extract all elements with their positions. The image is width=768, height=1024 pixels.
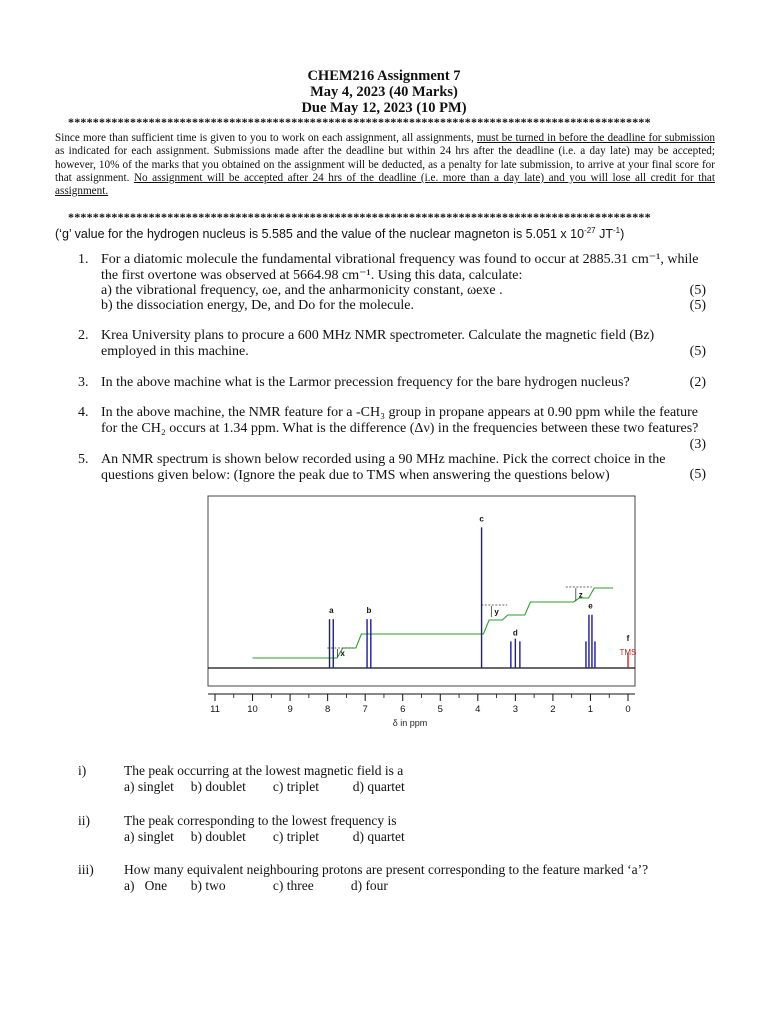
subq-i-number: i) <box>78 763 87 778</box>
nmr-spectrum-chart <box>180 490 650 740</box>
question-2-marks: (5) <box>689 344 706 359</box>
x-tick-label: 2 <box>550 704 556 715</box>
x-tick-label: 7 <box>362 704 368 715</box>
peak-label: b <box>366 606 372 616</box>
question-1a: a) the vibrational frequency, ωe, and the anharmonicity constant, ωexe . <box>101 283 503 298</box>
x-tick-label: 3 <box>512 704 519 715</box>
question-1-number: 1. <box>78 252 89 267</box>
question-1-text: For a diatomic molecule the fundamental vibrational frequency was found to occur at 2885.31 cm⁻¹, while the first overtone was observed at 5664.98 cm⁻¹. Using this data, calculate: <box>101 252 699 283</box>
peak-label: c <box>479 514 484 524</box>
x-tick-label: 8 <box>324 704 331 715</box>
question-3-number: 3. <box>78 375 89 390</box>
subq-i: The peak occurring at the lowest magnetic field is a a) singlet b) doublet c) triplet d) quartet <box>124 763 405 794</box>
peak-label: a <box>329 606 334 616</box>
question-2-number: 2. <box>78 328 89 343</box>
x-tick-label: 6 <box>400 704 406 715</box>
subq-ii-number: ii) <box>78 813 90 828</box>
x-tick-label: 9 <box>287 704 293 715</box>
constants-note: (‘g’ value for the hydrogen nucleus is 5.585 and the value of the nuclear magneton is 5.051 x $10^{-27}$ $JT^{-1}$) <box>55 226 625 242</box>
separator-stars-top: ********************************************************************************************** <box>68 115 651 129</box>
question-4-number: 4. <box>78 405 89 420</box>
peak-label: d <box>512 628 518 638</box>
question-5-number: 5. <box>78 452 89 467</box>
subq-ii: The peak corresponding to the lowest frequency is a) singlet b) doublet c) triplet d) quartet <box>124 813 405 844</box>
question-4-marks: (3) <box>689 437 706 452</box>
peak-label: e <box>588 601 593 611</box>
question-5-marks: (5) <box>689 467 706 482</box>
integration-label: z <box>578 590 583 600</box>
question-2-text: Krea University plans to procure a 600 MHz NMR spectrometer. Calculate the magnetic field (Bz) employed in this machine. <box>101 328 655 359</box>
question-4-text: In the above machine, the NMR feature for a -CH₃ group in propane appears at 0.90 ppm while the feature for the CH₂ occurs at 1.34 ppm. What is the difference (Δν) in the frequencies between these two features? <box>101 405 699 436</box>
assignment-due: Due May 12, 2023 (10 PM) <box>301 100 467 116</box>
question-3-text: In the above machine what is the Larmor precession frequency for the bare hydrogen nucleus? <box>101 375 630 390</box>
integration-label: x <box>340 649 345 658</box>
question-1a-marks: (5) <box>689 283 706 298</box>
tms-label: TMS <box>619 648 637 658</box>
separator-stars-bottom: ********************************************************************************************** <box>68 210 651 224</box>
subq-iii: How many equivalent neighbouring protons are present corresponding to the feature marked ‘a’? a) One b) two c) three d) four <box>124 862 649 893</box>
x-tick-label: 0 <box>625 704 631 715</box>
subq-iii-number: iii) <box>78 862 94 877</box>
x-tick-label: 10 <box>247 704 258 715</box>
question-1b: b) the dissociation energy, De, and Do for the molecule. <box>101 298 414 313</box>
question-1b-marks: (5) <box>689 298 706 313</box>
peak-label: f <box>626 634 630 644</box>
assignment-date: May 4, 2023 (40 Marks) <box>310 84 458 100</box>
x-tick-label: 11 <box>210 704 220 715</box>
integration-label: y <box>494 607 499 617</box>
x-tick-label: 1 <box>587 704 594 715</box>
x-tick-label: 5 <box>437 704 443 715</box>
question-3-marks: (2) <box>689 375 706 390</box>
assignment-title: CHEM216 Assignment 7 <box>307 68 461 84</box>
x-tick-label: 4 <box>475 704 481 715</box>
x-axis-label: δ in ppm <box>392 718 428 728</box>
question-5-text: An NMR spectrum is shown below recorded using a 90 MHz machine. Pick the correct choice in the questions given below: (Ignore the peak due to TMS when answering the questions below) <box>101 452 666 483</box>
late-submission-notice: Since more than sufficient time is given to you to work on each assignment, all assignments, must be turned in before the deadline for submission as indicated for each assignment. Submissions made after the deadline but within 24 hrs after the deadline (i.e. a day late) may be accepted; however, 10% of the marks that you obtained on the assignment will be deducted, as a penalty for late submission, to arrive at your final score for that assignment. No assignment will be accepted after 24 hrs of the deadline (i.e. more than a day late) and you will lose all credit for that assignment. <box>55 132 716 198</box>
